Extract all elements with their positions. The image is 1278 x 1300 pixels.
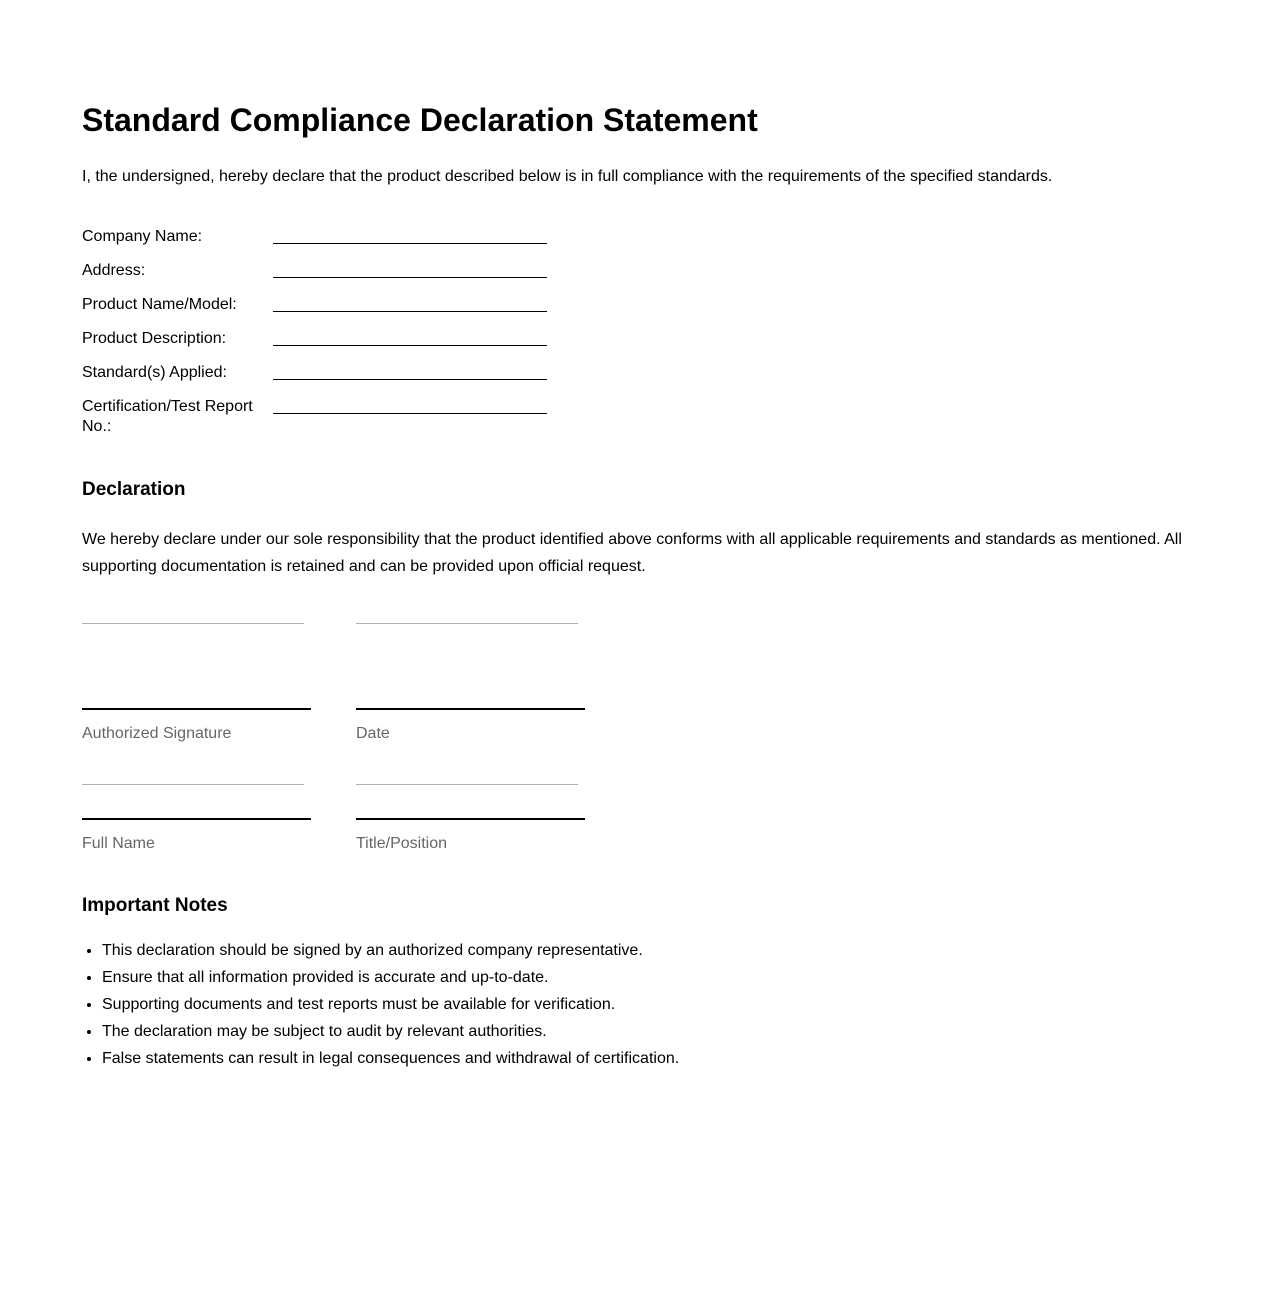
full-name-input[interactable] bbox=[82, 784, 304, 785]
full-name-block bbox=[82, 784, 356, 854]
authorized-signature-input[interactable] bbox=[82, 623, 304, 624]
field-label: Company Name: bbox=[82, 228, 203, 245]
field-row-address bbox=[82, 261, 1196, 281]
field-label: Product Name/Model: bbox=[82, 296, 237, 313]
field-label: Certification/Test Report No.: bbox=[82, 398, 253, 435]
product-info-form bbox=[82, 227, 1196, 437]
note-item: • Ensure that all information provided is accurate and up-to-date. bbox=[102, 964, 1196, 991]
important-notes-list bbox=[82, 937, 1196, 1072]
field-row-company-name bbox=[82, 227, 1196, 247]
standards-applied-blank-line bbox=[273, 363, 547, 380]
field-label: Standard(s) Applied: bbox=[82, 364, 227, 381]
field-row-certification-test-report-no bbox=[82, 397, 1196, 437]
date-block bbox=[356, 623, 630, 744]
field-label: Address: bbox=[82, 262, 146, 279]
title-position-block bbox=[356, 784, 630, 854]
declaration-body-text: We hereby declare under our sole responsibility that the product identified above conforms with all applicable requirements and standards as mentioned. All supporting documentation is retained and can be provided upon official request. bbox=[82, 531, 1182, 575]
authorized-signature-line bbox=[82, 708, 311, 710]
signature-section bbox=[82, 623, 1196, 854]
date-line bbox=[356, 708, 585, 710]
authorized-signature-label: Authorized Signature bbox=[82, 725, 232, 742]
field-row-product-name-model bbox=[82, 295, 1196, 315]
note-item: • This declaration should be signed by an authorized company representative. bbox=[102, 937, 1196, 964]
title-position-label: Title/Position bbox=[356, 835, 447, 852]
document-title: Standard Compliance Declaration Statement bbox=[82, 102, 758, 138]
date-label: Date bbox=[356, 725, 390, 742]
note-item: • Supporting documents and test reports must be available for verification. bbox=[102, 991, 1196, 1018]
product-description-blank-line bbox=[273, 329, 547, 346]
declaration-heading: Declaration bbox=[82, 479, 186, 500]
address-blank-line bbox=[273, 261, 547, 278]
field-row-standards-applied bbox=[82, 363, 1196, 383]
field-row-product-description bbox=[82, 329, 1196, 349]
intro-text: I, the undersigned, hereby declare that the product described below is in full compliance with the requirements of the specified standards. bbox=[82, 168, 1053, 185]
full-name-label: Full Name bbox=[82, 835, 155, 852]
important-notes-heading: Important Notes bbox=[82, 895, 228, 916]
field-label: Product Description: bbox=[82, 330, 227, 347]
title-position-input[interactable] bbox=[356, 784, 578, 785]
company-name-blank-line bbox=[273, 227, 547, 244]
note-item: • False statements can result in legal consequences and withdrawal of certification. bbox=[102, 1045, 1196, 1072]
authorized-signature-block bbox=[82, 623, 356, 744]
certification-test-report-no-blank-line bbox=[273, 397, 547, 414]
product-name-model-blank-line bbox=[273, 295, 547, 312]
full-name-line bbox=[82, 818, 311, 820]
note-item: • The declaration may be subject to audit by relevant authorities. bbox=[102, 1018, 1196, 1045]
title-position-line bbox=[356, 818, 585, 820]
date-input[interactable] bbox=[356, 623, 578, 624]
